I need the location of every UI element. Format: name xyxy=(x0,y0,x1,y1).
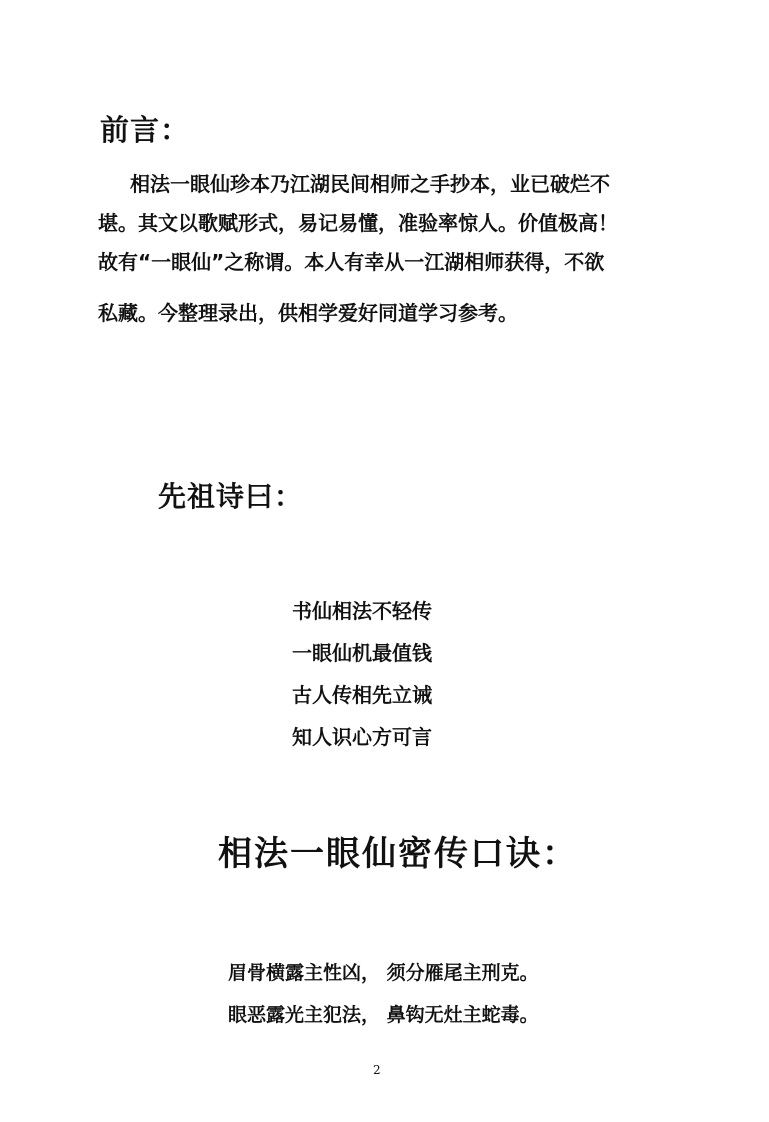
verse-line: 眉骨横露主性凶， 须分雁尾主刑克。 xyxy=(228,962,539,984)
secret-formula-title: 相法一眼仙密传口诀： xyxy=(218,834,578,874)
preface-line: 相法一眼仙珍本乃江湖民间相师之手抄本，业已破烂不 xyxy=(130,172,610,196)
preface-line: 故有“一眼仙”之称谓。本人有幸从一江湖相师获得，不欲 xyxy=(98,250,605,274)
poem-line: 知人识心方可言 xyxy=(292,725,432,749)
ancestor-poem xyxy=(292,590,432,758)
preface-line: 私藏。今整理录出，供相学爱好同道学习参考。 xyxy=(98,301,518,325)
preface-body xyxy=(98,165,678,333)
verse-line: 眼恶露光主犯法， 鼻钩无灶主蛇毒。 xyxy=(228,1004,539,1026)
page-number: 2 xyxy=(373,1063,381,1077)
poem-line: 古人传相先立诫 xyxy=(292,683,432,707)
secret-formula-verses xyxy=(228,952,539,1036)
poem-line: 一眼仙机最值钱 xyxy=(292,641,432,665)
poem-line: 书仙相法不轻传 xyxy=(292,599,432,623)
preface-line: 堪。其文以歌赋形式，易记易懂，准验率惊人。价值极高！ xyxy=(98,211,618,235)
poem-title: 先祖诗曰： xyxy=(158,480,304,513)
preface-title: 前言： xyxy=(100,113,191,147)
